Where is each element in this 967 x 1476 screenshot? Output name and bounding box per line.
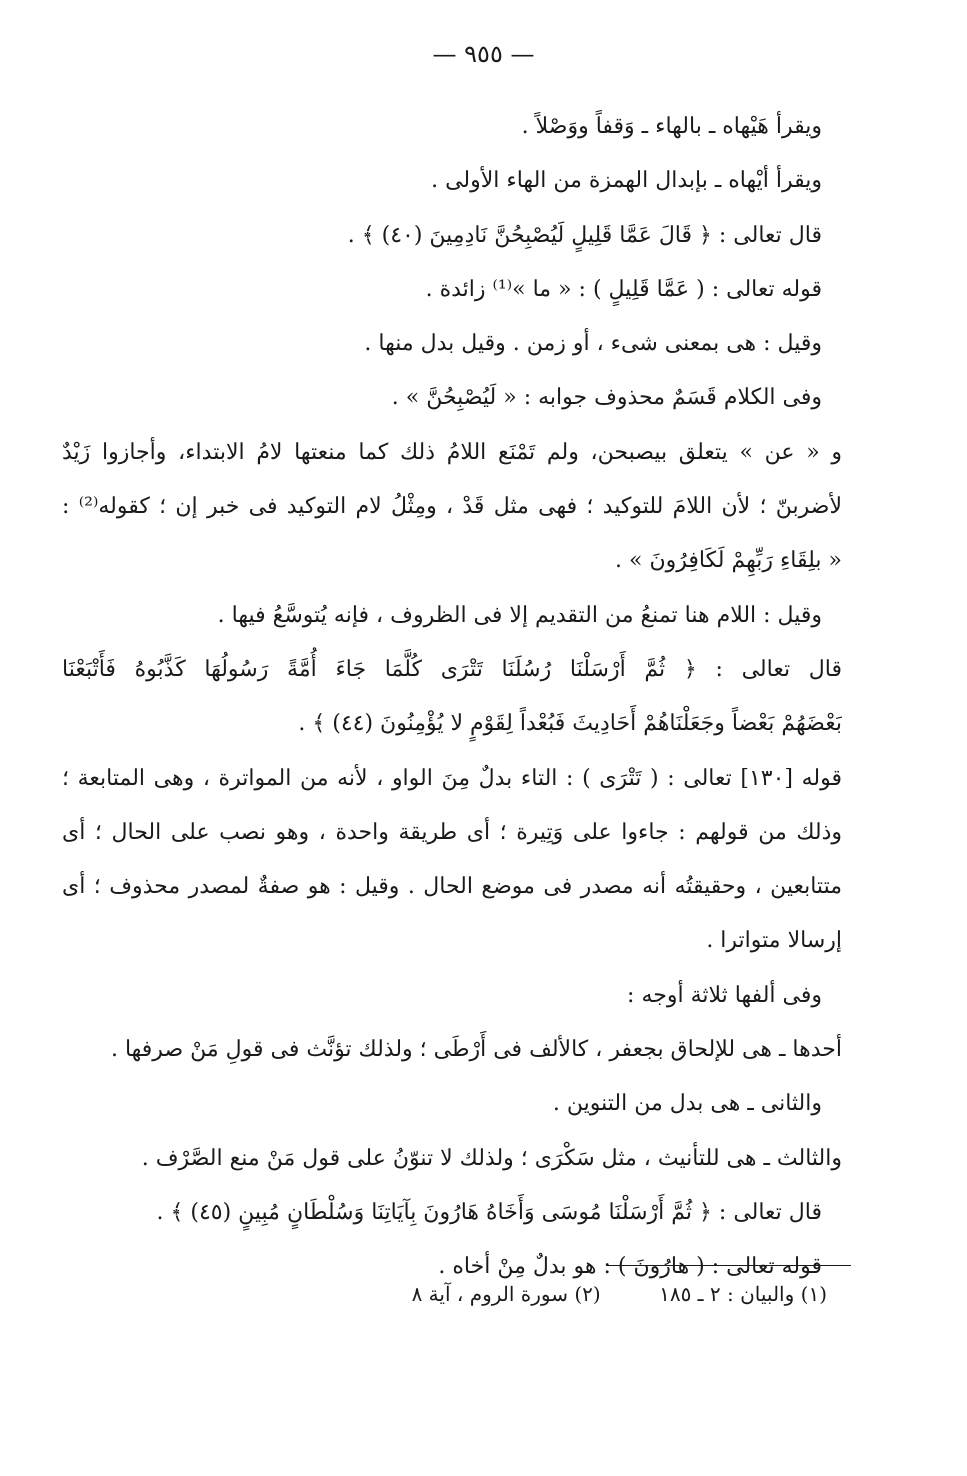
page-body xyxy=(62,100,842,1295)
text-line: والثالث ـ هى للتأنيث ، مثل سَكْرَى ؛ ولذلك لا تنوّنُ على قول مَنْ منع الصَّرْف . xyxy=(141,1145,842,1171)
footnote-1: (١) والبيان : ٢ ـ ١٨٥ xyxy=(659,1282,827,1306)
text-line: متتابعين ، وحقيقتُه أنه مصدر فى موضع الحال . وقيل : هو صفةٌ لمصدر محذوف ؛ أى xyxy=(62,874,842,900)
text-line: والثانى ـ هى بدل من التنوين . xyxy=(552,1091,822,1117)
text-line: قال تعالى : ﴿ قَالَ عَمَّا قَلِيلٍ لَيُصْبِحُنَّ نَادِمِينَ (٤٠) ﴾ . xyxy=(347,222,822,248)
text-line: وذلك من قولهم : جاءوا على وَتِيرة ؛ أى طريقة واحدة ، وهو نصب على الحال ؛ أى xyxy=(62,819,842,845)
text-line: قوله [١٣٠] تعالى : ( تَتْرَى ) : التاء بدلٌ مِنَ الواو ، لأنه من المواترة ، وهى المتابعة ؛ xyxy=(62,765,842,791)
footnotes xyxy=(412,1282,827,1306)
text-line: ويقرأ هَيْهاه ـ بالهاء ـ وَقفاً ووَصْلاً . xyxy=(521,114,822,139)
footnote-2: (٢) سورة الروم ، آية ٨ xyxy=(411,1282,601,1306)
text-line: وفى الكلام قَسَمٌ محذوف جوابه : « لَيُصْبِحُنَّ » . xyxy=(391,385,822,411)
text-line: بَعْضَهُمْ بَعْضاً وجَعَلْنَاهُمْ أَحَادِيثَ فَبُعْداً لِقَوْمٍ لا يُؤْمِنُونَ (٤٤) ﴾ . xyxy=(298,711,842,737)
text-line: ويقرأ أيْهاه ـ بإبدال الهمزة من الهاء الأولى . xyxy=(431,168,822,194)
text-line: وقيل : اللام هنا تمنعُ من التقديم إلا فى الظروف ، فإنه يُتوسَّعُ فيها . xyxy=(217,602,822,628)
text-line: « بلِقَاءِ رَبِّهِمْ لَكَافِرُونَ » . xyxy=(615,548,842,574)
text-line: قوله تعالى : ( عَمَّا قَلِيلٍ ) : « ما »⁽¹⁾ زائدة . xyxy=(425,276,822,302)
footnote-divider xyxy=(606,1265,851,1266)
text-line: وقيل : هى بمعنى شىء ، أو زمن . وقيل بدل منها . xyxy=(364,331,822,357)
page-number: — ٩٥٥ — xyxy=(432,40,535,68)
text-line: إرسالا متواترا . xyxy=(706,928,842,954)
text-line: قال تعالى : ﴿ ثُمَّ أَرْسَلْنَا رُسُلَنَا تَتْرَى كُلَّمَا جَاءَ أُمَّةً رَسُولُهَا كَذَّبُوهُ فَأَتْبَعْنَا xyxy=(62,656,842,682)
text-line: وفى ألفها ثلاثة أوجه : xyxy=(627,982,822,1008)
text-line: قال تعالى : ﴿ ثُمَّ أَرْسَلْنَا مُوسَى وَأَخَاهُ هَارُونَ بِآيَاتِنَا وَسُلْطَانٍ مُبِينٍ (٤٥) ﴾ . xyxy=(156,1199,822,1225)
text-line: و « عن » يتعلق بيصبحن، ولم تَمْنَع اللامُ ذلك كما منعتها لامُ الابتداء، وأجازوا زَيْدٌ xyxy=(62,439,842,465)
text-line: أحدها ـ هى للإلحاق بجعفر ، كالألف فى أَرْطَى ؛ ولذلك تؤنَّث فى قولِ مَنْ صرفها . xyxy=(110,1037,842,1063)
text-line: قوله تعالى : ( هارُونَ ) : هو بدلٌ مِنْ أخاه . xyxy=(438,1254,822,1280)
text-line: لأضربنّ ؛ لأن اللامَ للتوكيد ؛ فهى مثل قَدْ ، ومِثْلُ لام التوكيد فى خبر إن ؛ كقوله⁽²⁾ : xyxy=(62,494,842,520)
